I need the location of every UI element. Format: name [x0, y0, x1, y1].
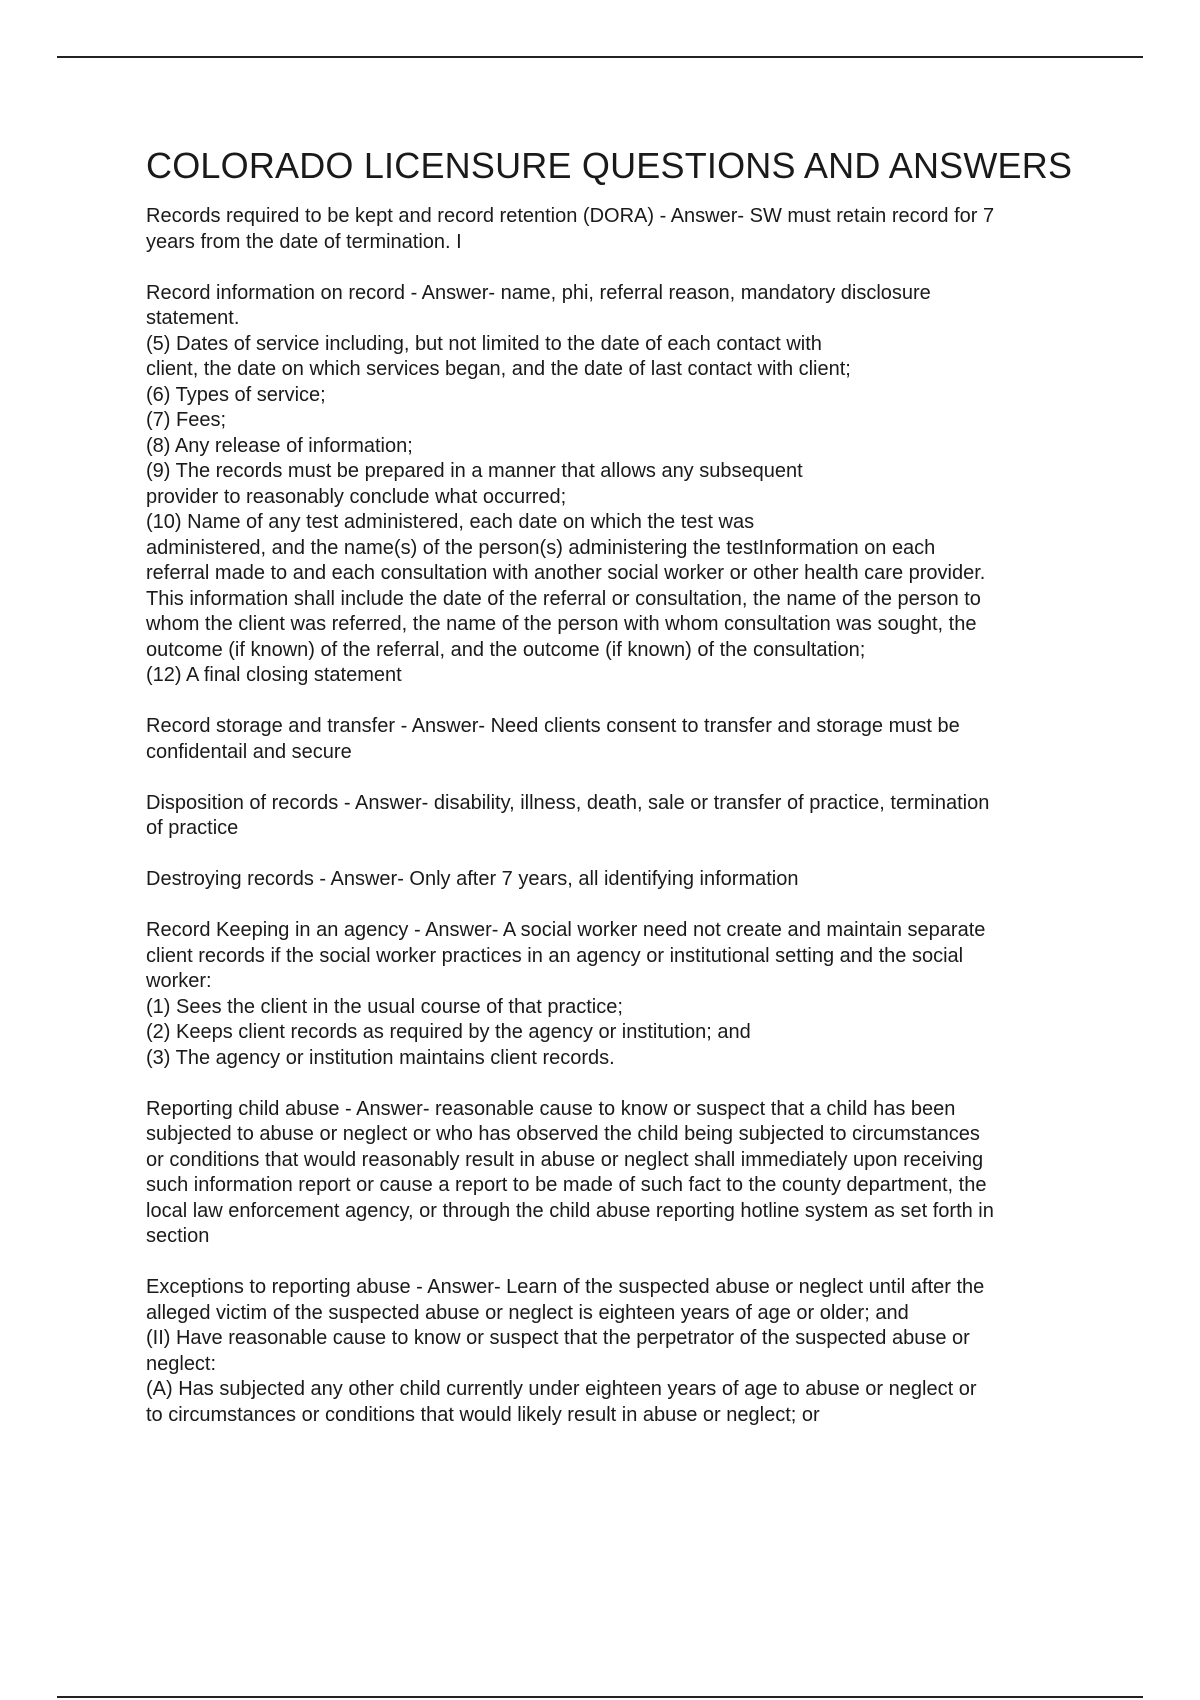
text-line: alleged victim of the suspected abuse or neglect is eighteen years of age or older; and [146, 1301, 909, 1324]
qa-entry [146, 1097, 1096, 1250]
qa-entries [146, 204, 1096, 1428]
text-line: (2) Keeps client records as required by the agency or institution; and [146, 1021, 751, 1043]
text-line: Reporting child abuse - Answer- reasonable cause to know or suspect that a child has been [146, 1097, 956, 1120]
header-rule [57, 56, 1143, 58]
text-line: (12) A final closing statement [146, 664, 402, 686]
text-line: neglect: [146, 1352, 217, 1375]
text-line: such information report or cause a report to be made of such fact to the county department, the [146, 1174, 987, 1196]
text-line: administered, and the name(s) of the person(s) administering the testInformation on each [146, 536, 936, 559]
text-line: (II) Have reasonable cause to know or suspect that the perpetrator of the suspected abuse or [146, 1327, 970, 1349]
document-title: COLORADO LICENSURE QUESTIONS AND ANSWERS [146, 145, 1073, 186]
text-line: to circumstances or conditions that would likely result in abuse or neglect; or [146, 1403, 820, 1426]
text-line: Record information on record - Answer- name, phi, referral reason, mandatory disclosure [146, 281, 931, 304]
text-line: (3) The agency or institution maintains client records. [146, 1046, 615, 1069]
text-line: (A) Has subjected any other child currently under eighteen years of age to abuse or neglect or [146, 1378, 977, 1400]
qa-entry [146, 281, 1096, 689]
text-line: This information shall include the date of the referral or consultation, the name of the person to [146, 587, 981, 610]
qa-entry [146, 791, 1096, 842]
text-line: (9) The records must be prepared in a manner that allows any subsequent [146, 460, 803, 482]
qa-entry [146, 204, 1096, 255]
text-line: (10) Name of any test administered, each date on which the test was [146, 511, 755, 533]
text-line: (5) Dates of service including, but not limited to the date of each contact with [146, 332, 822, 355]
footer-rule [57, 1696, 1143, 1698]
text-line: Records required to be kept and record retention (DORA) - Answer- SW must retain record for 7 [146, 205, 995, 227]
text-line: subjected to abuse or neglect or who has observed the child being subjected to circumstances [146, 1123, 980, 1145]
text-line: section [146, 1225, 210, 1247]
text-line: worker: [146, 970, 212, 992]
qa-entry [146, 918, 1096, 1071]
text-line: Record Keeping in an agency - Answer- A social worker need not create and maintain separate [146, 919, 986, 941]
qa-entry [146, 714, 1096, 765]
text-line: Destroying records - Answer- Only after 7 years, all identifying information [146, 868, 799, 890]
text-line: statement. [146, 307, 240, 329]
text-line: client records if the social worker practices in an agency or institutional setting and the social [146, 944, 964, 967]
text-line: local law enforcement agency, or through the child abuse reporting hotline system as set forth in [146, 1199, 994, 1222]
text-line: Record storage and transfer - Answer- Need clients consent to transfer and storage must be [146, 715, 960, 737]
qa-entry [146, 867, 1096, 893]
text-line: of practice [146, 817, 239, 839]
text-line: whom the client was referred, the name of the person with whom consultation was sought, the [146, 613, 977, 635]
text-line: referral made to and each consultation with another social worker or other health care provider. [146, 562, 986, 584]
document-body [146, 144, 1096, 1454]
text-line: or conditions that would reasonably result in abuse or neglect shall immediately upon receiving [146, 1148, 984, 1171]
text-line: client, the date on which services began, and the date of last contact with client; [146, 358, 851, 380]
text-line: years from the date of termination. I [146, 230, 462, 253]
text-line: (7) Fees; [146, 409, 227, 431]
qa-entry [146, 1275, 1096, 1428]
text-line: (8) Any release of information; [146, 434, 413, 457]
text-line: (6) Types of service; [146, 383, 326, 406]
text-line: provider to reasonably conclude what occurred; [146, 485, 567, 508]
text-line: outcome (if known) of the referral, and the outcome (if known) of the consultation; [146, 638, 866, 661]
text-line: Exceptions to reporting abuse - Answer- Learn of the suspected abuse or neglect until after the [146, 1276, 985, 1298]
text-line: Disposition of records - Answer- disability, illness, death, sale or transfer of practice, termination [146, 791, 990, 814]
text-line: (1) Sees the client in the usual course of that practice; [146, 995, 623, 1018]
text-line: confidentail and secure [146, 740, 352, 763]
